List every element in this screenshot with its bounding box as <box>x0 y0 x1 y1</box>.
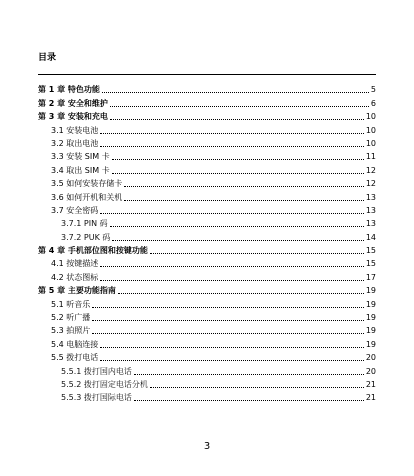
toc-entry-page-number: 13 <box>365 219 376 229</box>
toc-entry[interactable] <box>0 229 376 242</box>
toc-entry-label: 5.2 听广播 <box>51 313 91 323</box>
toc-entry-page-number: 14 <box>365 232 376 242</box>
toc-entry[interactable] <box>0 95 376 108</box>
toc-entry-page-number: 13 <box>365 205 376 215</box>
toc-dot-leader <box>100 280 364 281</box>
toc-dot-leader <box>124 200 364 201</box>
toc-entry-page-number: 13 <box>365 192 376 202</box>
toc-entry[interactable] <box>0 162 376 175</box>
toc-entry[interactable] <box>0 149 376 162</box>
toc-entry-page-number: 17 <box>365 272 376 282</box>
toc-entry-label: 3.7.1 PIN 码 <box>61 219 108 229</box>
toc-entry[interactable] <box>0 136 376 149</box>
toc-entry-page-number: 19 <box>365 339 376 349</box>
toc-entry[interactable] <box>0 243 376 256</box>
toc-entry[interactable] <box>0 363 376 376</box>
toc-entry[interactable] <box>0 189 376 202</box>
toc-entry[interactable] <box>0 176 376 189</box>
toc-entry[interactable] <box>0 323 376 336</box>
toc-dot-leader <box>134 400 364 401</box>
toc-entry-page-number: 12 <box>365 165 376 175</box>
toc-entry-label: 4.1 按键描述 <box>51 259 99 269</box>
toc-entry-label: 5.5.2 拨打固定电话分机 <box>61 379 148 389</box>
toc-dot-leader <box>100 213 364 214</box>
toc-entry-page-number: 20 <box>365 353 376 363</box>
toc-entry-page-number: 15 <box>365 259 376 269</box>
title-divider <box>38 74 376 75</box>
toc-dot-leader <box>112 159 364 160</box>
toc-entry[interactable] <box>0 203 376 216</box>
toc-entry-page-number: 6 <box>370 98 376 108</box>
toc-dot-leader <box>100 133 364 134</box>
toc-entry-label: 3.7 安全密码 <box>51 205 99 215</box>
toc-entry-label: 3.7.2 PUK 码 <box>61 232 111 242</box>
toc-entry-label: 第 2 章 安全和维护 <box>38 98 108 108</box>
toc-dot-leader <box>134 374 364 375</box>
toc-dot-leader <box>102 92 369 93</box>
toc-entry-label: 5.1 听音乐 <box>51 299 91 309</box>
toc-dot-leader <box>150 387 364 388</box>
toc-entry[interactable] <box>0 269 376 282</box>
toc-list <box>0 82 414 403</box>
toc-dot-leader <box>112 173 364 174</box>
toc-entry-label: 第 4 章 手机部位图和按键功能 <box>38 246 148 256</box>
toc-dot-leader <box>100 146 364 147</box>
toc-dot-leader <box>110 226 364 227</box>
toc-entry[interactable] <box>0 336 376 349</box>
toc-dot-leader <box>110 119 364 120</box>
toc-dot-leader <box>92 307 364 308</box>
toc-entry[interactable] <box>0 109 376 122</box>
toc-dot-leader <box>92 333 364 334</box>
toc-dot-leader <box>118 293 364 294</box>
toc-entry-label: 3.5 如何安装存储卡 <box>51 179 123 189</box>
page-number: 3 <box>203 441 211 452</box>
toc-entry[interactable] <box>0 390 376 403</box>
toc-entry-page-number: 19 <box>365 326 376 336</box>
toc-entry-label: 3.4 取出 SIM 卡 <box>51 165 110 175</box>
toc-entry[interactable] <box>0 350 376 363</box>
toc-entry[interactable] <box>0 377 376 390</box>
toc-entry[interactable] <box>0 296 376 309</box>
toc-dot-leader <box>124 186 364 187</box>
toc-entry[interactable] <box>0 82 376 95</box>
toc-entry-label: 5.5.1 拨打国内电话 <box>61 366 132 376</box>
toc-entry-page-number: 10 <box>365 138 376 148</box>
toc-entry-page-number: 19 <box>365 286 376 296</box>
toc-entry-page-number: 20 <box>365 366 376 376</box>
toc-dot-leader <box>112 240 363 241</box>
toc-entry-page-number: 15 <box>365 246 376 256</box>
toc-dot-leader <box>92 320 364 321</box>
toc-entry-label: 5.3 拍照片 <box>51 326 91 336</box>
toc-entry[interactable] <box>0 310 376 323</box>
toc-dot-leader <box>150 253 364 254</box>
toc-entry-page-number: 21 <box>365 379 376 389</box>
toc-dot-leader <box>100 266 364 267</box>
toc-entry-page-number: 10 <box>365 125 376 135</box>
toc-entry-page-number: 5 <box>370 85 376 95</box>
toc-entry-label: 3.3 安装 SIM 卡 <box>51 152 110 162</box>
toc-title: 目录 <box>38 53 57 63</box>
toc-entry-label: 第 3 章 安装和充电 <box>38 112 108 122</box>
toc-entry-label: 第 5 章 主要功能指南 <box>38 286 116 296</box>
toc-entry-label: 3.1 安装电池 <box>51 125 99 135</box>
toc-entry[interactable] <box>0 283 376 296</box>
toc-dot-leader <box>110 106 369 107</box>
toc-entry[interactable] <box>0 256 376 269</box>
toc-entry-page-number: 21 <box>365 393 376 403</box>
toc-dot-leader <box>100 360 364 361</box>
toc-entry-page-number: 19 <box>365 299 376 309</box>
toc-entry[interactable] <box>0 122 376 135</box>
toc-entry-label: 第 1 章 特色功能 <box>38 85 100 95</box>
toc-entry-label: 5.5.3 拨打国际电话 <box>61 393 132 403</box>
toc-entry-page-number: 19 <box>365 313 376 323</box>
toc-entry[interactable] <box>0 216 376 229</box>
toc-entry-page-number: 10 <box>365 112 376 122</box>
toc-dot-leader <box>100 347 364 348</box>
toc-entry-label: 3.6 如何开机和关机 <box>51 192 123 202</box>
toc-entry-page-number: 12 <box>365 179 376 189</box>
toc-entry-page-number: 11 <box>365 152 376 162</box>
toc-entry-label: 4.2 状态图标 <box>51 272 99 282</box>
toc-entry-label: 5.4 电脑连接 <box>51 339 99 349</box>
toc-entry-label: 5.5 拨打电话 <box>51 353 99 363</box>
toc-entry-label: 3.2 取出电池 <box>51 138 99 148</box>
